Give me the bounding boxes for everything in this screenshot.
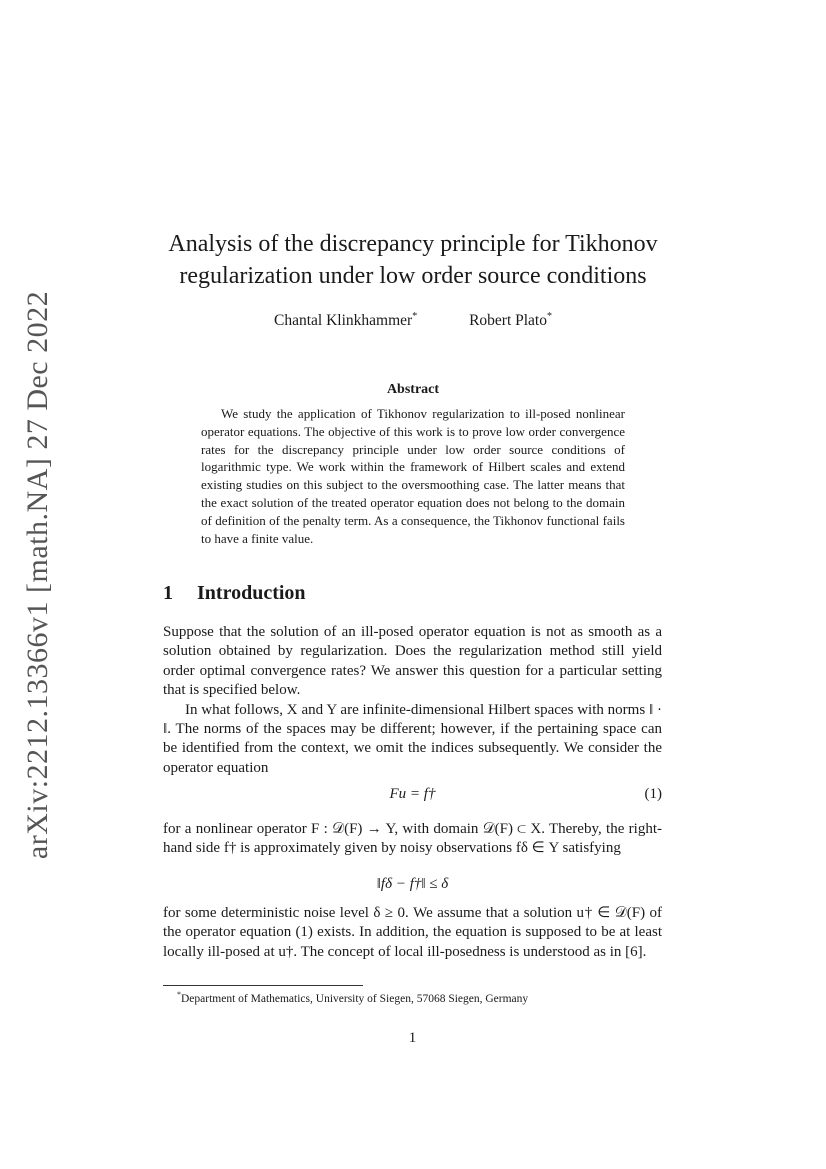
section-heading	[163, 582, 306, 605]
abstract-heading: Abstract	[386, 382, 440, 397]
paragraph-4: for some deterministic noise level δ ≥ 0. We assume that a solution u† ∈ 𝒟(F) of the operator equation (1) exists. In addition, the equation is supposed to be at least locally ill-posed at u†. The concept of local ill-posedness is understood as in [6].	[163, 905, 662, 960]
arxiv-side-stamp: arXiv:2212.13366v1 [math.NA] 27 Dec 2022	[21, 290, 54, 860]
title-line-1: Analysis of the discrepancy principle for Tikhonov	[168, 231, 658, 257]
paper-title	[120, 228, 706, 292]
equation-2-expression: ‖fδ − f†‖ ≤ δ	[376, 876, 449, 892]
equation-1-label: (1)	[644, 786, 662, 802]
title-line-2: regularization under low order source conditions	[179, 263, 647, 289]
author-2-name: Robert Plato	[469, 312, 547, 330]
footnote-text: Department of Mathematics, University of Siegen, 57068 Siegen, Germany	[181, 992, 529, 1005]
paragraph-3: for a nonlinear operator F : 𝒟(F) → Y, with domain 𝒟(F) ⊂ X. Thereby, the right-hand side f† is approximately given by noisy observations fδ ∈ Y satisfying	[163, 821, 662, 857]
footnote-mark: *	[177, 990, 181, 999]
page-number: 1	[408, 1030, 417, 1046]
abstract-text: We study the application of Tikhonov regularization to ill-posed nonlinear operator equations. The objective of this work is to prove low order convergence rates for the discrepancy principle under low order source conditions of logarithmic type. We work within the framework of Hilbert scales and extend existing studies on this subject to the oversmoothing case. The latter means that the exact solution of the treated operator equation does not belong to the domain of definition of the penalty term. As a consequence, the Tikhonov functional fails to have a finite value.	[201, 406, 625, 546]
author-1-mark: *	[412, 311, 418, 322]
author-1	[274, 311, 417, 330]
intro-paragraphs	[163, 623, 662, 778]
paragraph-4-block	[163, 904, 662, 962]
author-list	[163, 311, 663, 330]
equation-2	[163, 876, 662, 893]
footnote-rule	[163, 985, 363, 986]
paragraph-2: In what follows, X and Y are infinite-dimensional Hilbert spaces with norms ‖ · ‖. The norms of the spaces may be different; however, if the pertaining space can be identified from the context, we omit the indices subsequently. We consider the operator equation	[163, 701, 662, 776]
footnote	[163, 990, 662, 1005]
section-number: 1	[163, 582, 173, 604]
author-1-name: Chantal Klinkhammer	[274, 312, 413, 330]
paragraph-1: Suppose that the solution of an ill-posed operator equation is not as smooth as a solution obtained by regularization. Does the regularization method still yield order optimal convergence rates? We answer this question for a particular setting that is specified below.	[163, 624, 662, 699]
author-2-mark: *	[547, 311, 552, 322]
equation-1	[163, 786, 662, 803]
equation-1-expression: Fu = f†	[389, 786, 436, 802]
paragraph-3-block	[163, 820, 662, 859]
section-title: Introduction	[197, 582, 306, 604]
author-2	[469, 311, 552, 330]
